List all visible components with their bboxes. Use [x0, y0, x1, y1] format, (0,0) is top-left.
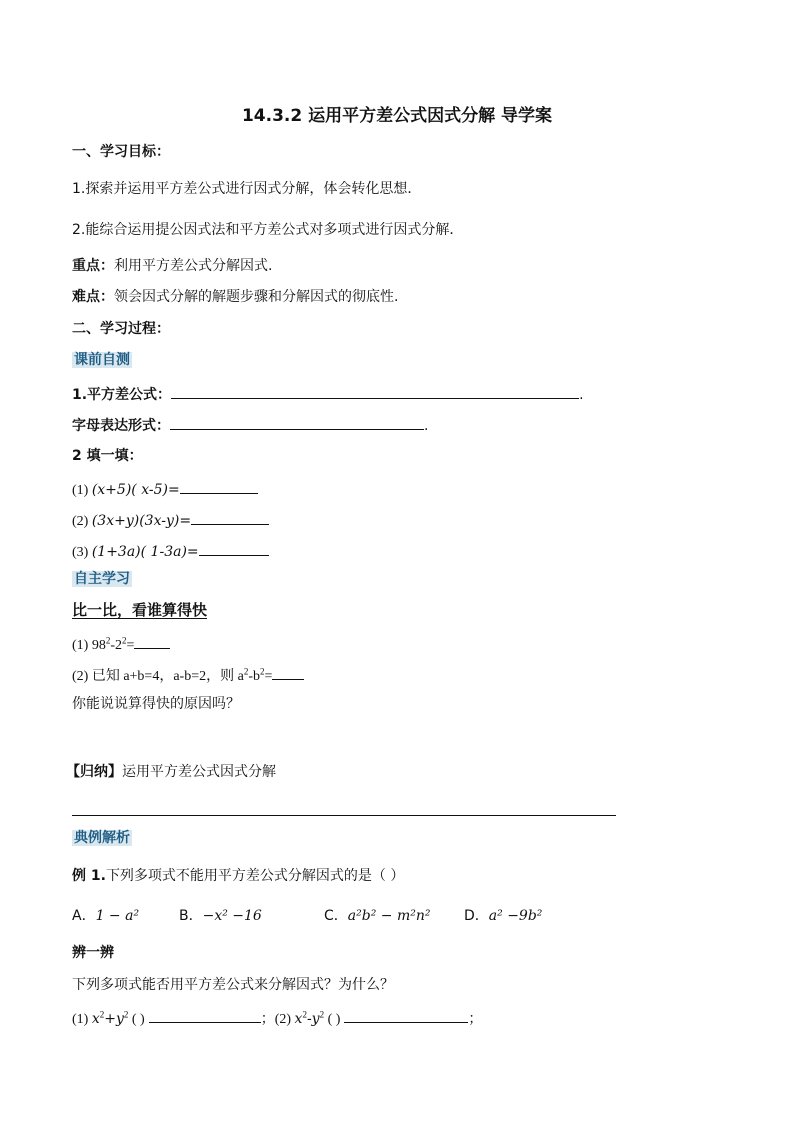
- key-point-text: 利用平方差公式分解因式.: [114, 258, 273, 274]
- section-learning-process-heading: 二、学习过程：: [72, 321, 170, 337]
- option-b[interactable]: [179, 906, 324, 926]
- discern-item-2-end: ；: [468, 1012, 483, 1027]
- pretest-q1-end: .: [579, 387, 584, 403]
- option-c-expr: a²b² − m²n²: [347, 908, 431, 924]
- fill-item-3: [72, 540, 269, 563]
- discern-items: [72, 1007, 482, 1030]
- fill-item-3-expr: (1+3a)( 1-3a)=: [91, 544, 199, 560]
- goal-1: 1.探索并运用平方差公式进行因式分解，体会转化思想．: [72, 181, 422, 197]
- compare-item-1-blank[interactable]: [134, 633, 170, 649]
- discern-item-2-exp1: 2: [302, 1009, 307, 1020]
- discern-item-2-num: (2): [274, 1012, 295, 1027]
- discern-item-2-blank[interactable]: [344, 1007, 468, 1023]
- fill-item-2-num: (2): [72, 514, 92, 529]
- compare-item-2-num: (2): [72, 669, 92, 684]
- fill-item-3-num: (3): [72, 545, 92, 560]
- discern-item-1-paren[interactable]: ( ): [128, 1012, 145, 1027]
- compare-item-2-mid: -b: [248, 669, 260, 684]
- option-a-letter: A．: [72, 908, 96, 924]
- fill-item-2-expr: (3x+y)(3x-y)=: [91, 513, 192, 529]
- key-point: [72, 256, 272, 276]
- fill-item-3-blank[interactable]: [199, 540, 269, 556]
- pretest-q2-label: 2 填一填：: [72, 448, 143, 464]
- compare-item-1-eq: =: [126, 638, 135, 653]
- reason-question: 你能说说算得快的原因吗？: [72, 696, 240, 712]
- summary-label: 【归纳】: [66, 764, 122, 780]
- discern-item-2-x: x: [294, 1011, 303, 1027]
- discern-item-2-paren[interactable]: ( ): [324, 1012, 341, 1027]
- compare-item-2-eq: =: [264, 669, 273, 684]
- pretest-label-row: [72, 350, 132, 370]
- section-learning-goals-heading: 一、学习目标：: [72, 144, 170, 160]
- compare-item-1: [72, 633, 170, 656]
- option-d-letter: D．: [464, 908, 489, 924]
- goal-2: 2.能综合运用提公因式法和平方差公式对多项式进行因式分解．: [72, 222, 464, 238]
- discern-item-1-blank[interactable]: [149, 1007, 261, 1023]
- option-a[interactable]: [72, 906, 179, 926]
- compare-item-2: [72, 664, 304, 687]
- option-b-expr: −x² −16: [202, 908, 262, 924]
- example-1-options: [72, 906, 542, 926]
- option-c[interactable]: [324, 906, 464, 926]
- compare-item-1-exp2: 2: [122, 635, 127, 646]
- compare-item-2-exp2: 2: [260, 666, 265, 677]
- compare-title: 比一比，看谁算得快: [72, 601, 208, 619]
- discern-title: 辨一辨: [72, 945, 114, 961]
- fill-item-2: [72, 509, 269, 532]
- fill-item-2-blank[interactable]: [191, 509, 269, 525]
- self-study-label: 自主学习: [74, 571, 130, 587]
- compare-item-1-num: (1): [72, 638, 92, 653]
- pretest-label: 课前自测: [74, 352, 130, 368]
- example-label: 典例解析: [74, 830, 130, 846]
- option-b-letter: B．: [179, 908, 203, 924]
- discern-item-1-num: (1): [72, 1012, 92, 1027]
- fill-item-1-num: (1): [72, 483, 92, 498]
- self-study-label-row: [72, 569, 132, 589]
- example-1-label: 例 1.: [72, 868, 106, 884]
- discern-item-1-exp1: 2: [99, 1009, 105, 1020]
- compare-item-2-text: 已知 a+b=4，a-b=2，则 a: [91, 669, 244, 684]
- discern-item-2-y: -y: [306, 1011, 320, 1027]
- discern-item-1-exp2: 2: [123, 1009, 129, 1020]
- example-1: [72, 866, 404, 886]
- key-point-label: 重点：: [72, 258, 114, 274]
- option-a-expr: 1 − a²: [95, 908, 140, 924]
- summary-text: 运用平方差公式因式分解: [122, 764, 276, 780]
- pretest-q1-label: 1.平方差公式：: [72, 387, 172, 403]
- summary-answer-line[interactable]: [72, 815, 616, 816]
- discern-item-1-y: +y: [104, 1011, 124, 1027]
- fill-item-1: [72, 478, 258, 501]
- option-d-expr: a² −9b²: [488, 908, 543, 924]
- fill-item-1-expr: (x+5)( x-5)=: [91, 482, 180, 498]
- letter-form-blank[interactable]: [170, 414, 424, 430]
- option-c-letter: C．: [324, 908, 348, 924]
- letter-form-end: .: [424, 418, 429, 434]
- compare-item-1-base2: -2: [110, 638, 122, 653]
- example-1-text: 下列多项式不能用平方差公式分解因式的是（ ）: [105, 868, 405, 884]
- page-title: 14.3.2 运用平方差公式因式分解 导学案: [241, 106, 553, 126]
- difficulty-label: 难点：: [72, 289, 114, 305]
- summary-row: [66, 762, 276, 782]
- compare-item-2-exp1: 2: [243, 666, 249, 677]
- compare-item-1-base1: 98: [91, 638, 106, 653]
- example-label-row: [72, 828, 132, 848]
- difficulty-text: 领会因式分解的解题步骤和分解因式的彻底性.: [114, 289, 399, 305]
- difficulty-point: [72, 287, 398, 307]
- discern-question: 下列多项式能否用平方差公式来分解因式？为什么？: [72, 977, 394, 993]
- compare-item-1-exp1: 2: [105, 635, 111, 646]
- option-d[interactable]: [464, 906, 542, 926]
- discern-item-1-end: ；: [260, 1012, 275, 1027]
- pretest-letter-form: [72, 414, 428, 436]
- pretest-q1: [72, 383, 584, 405]
- letter-form-label: 字母表达形式：: [72, 418, 170, 434]
- pretest-q1-blank[interactable]: [171, 383, 579, 399]
- fill-item-1-blank[interactable]: [180, 478, 258, 494]
- discern-item-1-x: x: [91, 1011, 100, 1027]
- discern-item-2-exp2: 2: [319, 1009, 325, 1020]
- compare-item-2-blank[interactable]: [272, 664, 304, 680]
